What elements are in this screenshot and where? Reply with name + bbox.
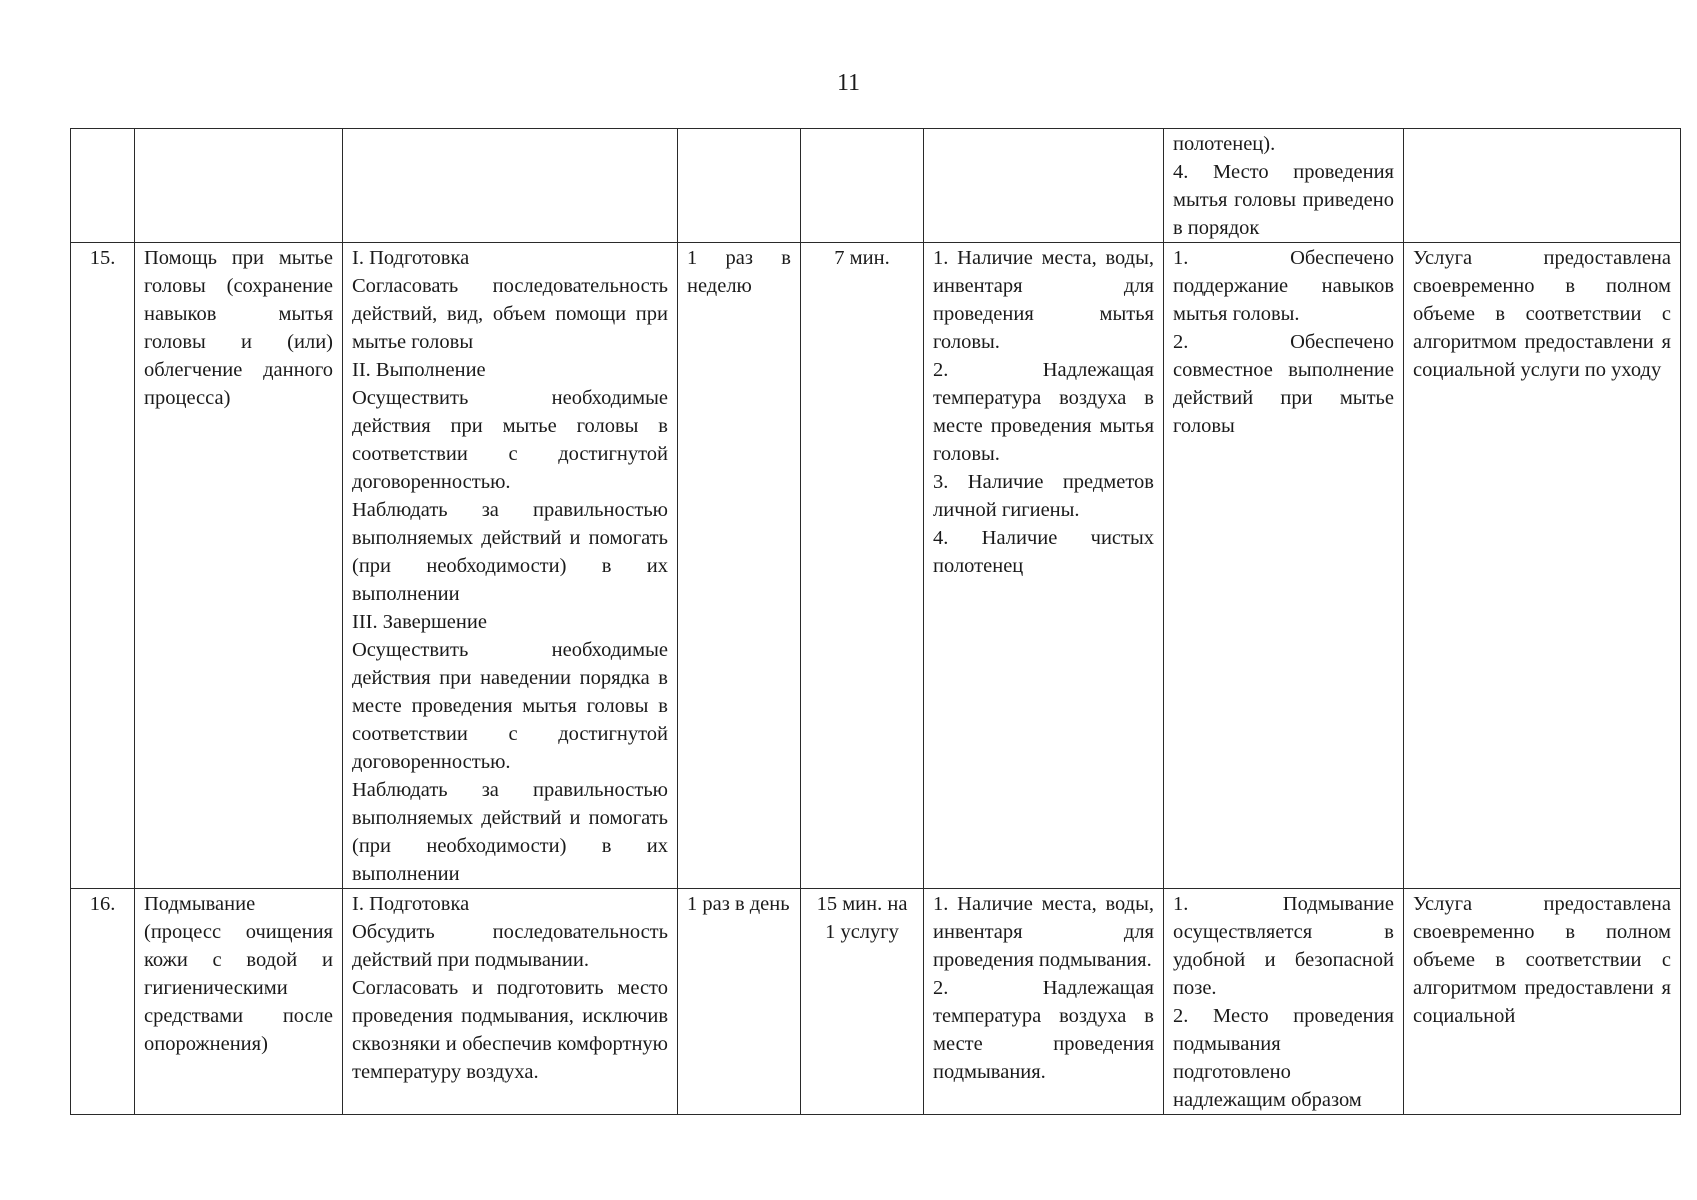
result-line: 1. Подмывание осуществляется в удобной и безопасной позе.: [1173, 893, 1394, 999]
table-row: [71, 243, 1681, 889]
cell-assessment: Услуга предоставлена своевременно в полном объеме в соответствии с алгоритмом предоставлени я социальной услуги по уходу: [1404, 243, 1681, 889]
content-line: Согласовать и подготовить место проведения подмывания, исключив сквозняки и обеспечив комфортную температуру воздуха.: [352, 977, 668, 1083]
cell-frequency: 1 раз в день: [678, 889, 801, 1115]
cell-conditions: [924, 889, 1164, 1115]
cell-number: [71, 129, 135, 243]
cell-results: [1164, 243, 1404, 889]
condition-line: 3. Наличие предметов личной гигиены.: [933, 471, 1154, 521]
cell-assessment: Услуга предоставлена своевременно в полном объеме в соответствии с алгоритмом предоставлени я социальной: [1404, 889, 1681, 1115]
cell-frequency: 1 раз в неделю: [678, 243, 801, 889]
cell-results: [1164, 129, 1404, 243]
cell-duration: 15 мин. на 1 услугу: [801, 889, 924, 1115]
condition-line: 2. Надлежащая температура воздуха в месте проведения подмывания.: [933, 977, 1154, 1083]
content-line: Наблюдать за правильностью выполняемых действий и помогать (при необходимости) в их выполнении: [352, 779, 668, 885]
services-table: [70, 128, 1681, 1115]
result-line: полотенец).: [1173, 133, 1276, 155]
cell-duration: 7 мин.: [801, 243, 924, 889]
table-row: [71, 129, 1681, 243]
cell-results: [1164, 889, 1404, 1115]
cell-conditions: [924, 129, 1164, 243]
cell-frequency: [678, 129, 801, 243]
cell-assessment: [1404, 129, 1681, 243]
cell-service-name: Помощь при мытье головы (сохранение навыков мытья головы и (или) облегчение данного процесса): [135, 243, 343, 889]
content-line: Осуществить необходимые действия при наведении порядка в месте проведения мытья головы в соответствии с достигнутой договоренностью.: [352, 639, 668, 773]
cell-number: 16.: [71, 889, 135, 1115]
content-line: Наблюдать за правильностью выполняемых действий и помогать (при необходимости) в их выполнении: [352, 499, 668, 605]
cell-duration: [801, 129, 924, 243]
content-line: Обсудить последовательность действий при подмывании.: [352, 921, 668, 971]
cell-conditions: [924, 243, 1164, 889]
cell-service-name: [135, 129, 343, 243]
cell-service-name: Подмывание (процесс очищения кожи с водой и гигиеническими средствами после опорожнения): [135, 889, 343, 1115]
condition-line: 4. Наличие чистых полотенец: [933, 527, 1154, 577]
table-row: [71, 889, 1681, 1115]
content-line: III. Завершение: [352, 611, 487, 633]
cell-service-content: [343, 889, 678, 1115]
condition-line: 1. Наличие места, воды, инвентаря для проведения мытья головы.: [933, 247, 1154, 353]
result-line: 1. Обеспечено поддержание навыков мытья головы.: [1173, 247, 1394, 325]
condition-line: 2. Надлежащая температура воздуха в месте проведения мытья головы.: [933, 359, 1154, 465]
result-line: 2. Обеспечено совместное выполнение действий при мытье головы: [1173, 331, 1394, 437]
content-line: I. Подготовка: [352, 247, 470, 269]
condition-line: 1. Наличие места, воды, инвентаря для проведения подмывания.: [933, 893, 1154, 971]
cell-number: 15.: [71, 243, 135, 889]
cell-service-content: [343, 129, 678, 243]
cell-service-content: [343, 243, 678, 889]
content-line: Осуществить необходимые действия при мытье головы в соответствии с достигнутой договоренностью.: [352, 387, 668, 493]
content-line: I. Подготовка: [352, 893, 470, 915]
content-line: Согласовать последовательность действий, вид, объем помощи при мытье головы: [352, 275, 668, 353]
result-line: 2. Место проведения подмывания подготовлено надлежащим образом: [1173, 1005, 1394, 1111]
result-line: 4. Место проведения мытья головы приведено в порядок: [1173, 161, 1394, 239]
content-line: II. Выполнение: [352, 359, 486, 381]
page-number: 11: [836, 70, 861, 96]
